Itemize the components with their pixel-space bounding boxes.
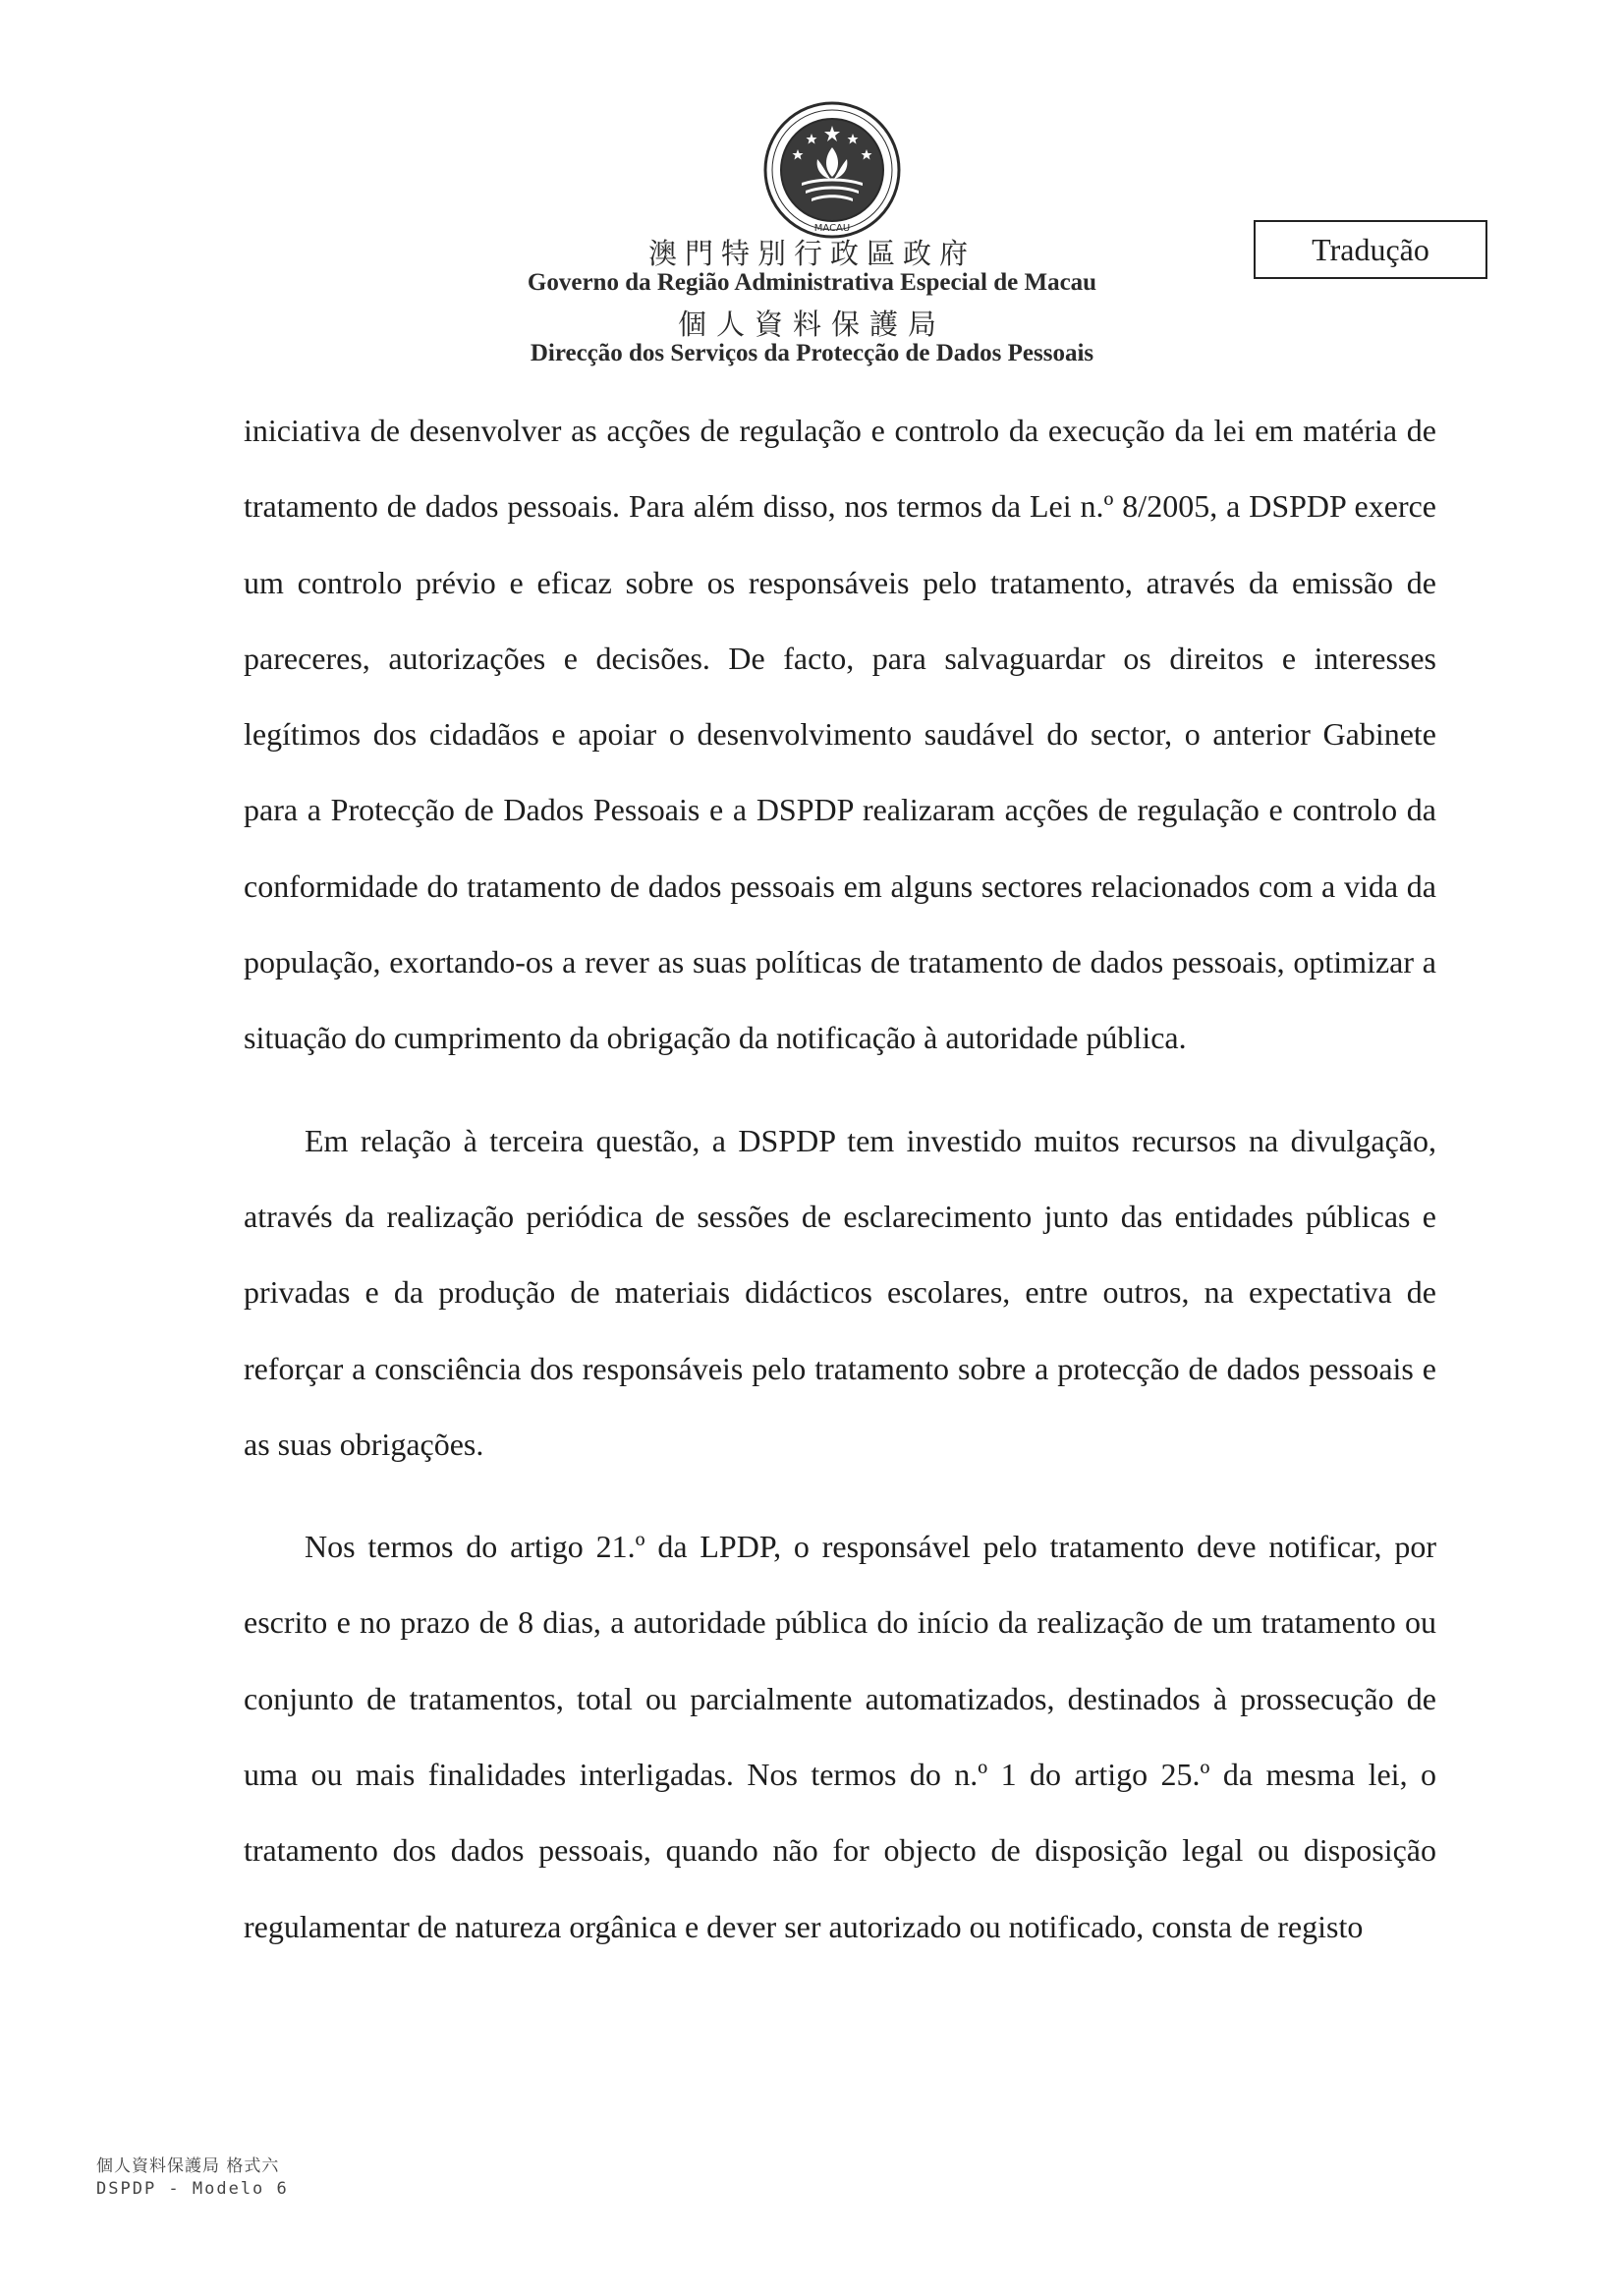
emblem-text: MACAU bbox=[813, 223, 851, 234]
paragraph-1: iniciativa de desenvolver as acções de regulação e controlo da execução da lei em matéria de tratamento de dados pessoais. Para além disso, nos termos da Lei n.º 8/2005, a DSPDP exerce um controlo prévio e eficaz sobre os responsáveis pelo tratamento, através da emissão de pareceres, autorizações e decisões. De facto, para salvaguardar os direitos e interesses legítimos dos cidadãos e apoiar o desenvolvimento saudável do sector, o anterior Gabinete para a Protecção de Dados Pessoais e a DSPDP realizaram acções de regulação e controlo da conformidade do tratamento de dados pessoais em alguns sectores relacionados com a vida da população, exortando-os a rever as suas políticas de tratamento de dados pessoais, optimizar a situação do cumprimento da obrigação da notificação à autoridade pública. bbox=[244, 413, 1436, 1056]
department-name-chinese: 個人資料保護局 bbox=[677, 308, 946, 341]
paragraph-2: Em relação à terceira questão, a DSPDP tem investido muitos recursos na divulgação, através da realização periódica de sessões de esclarecimento junto das entidades públicas e privadas e da produção de materiais didácticos escolares, entre outros, na expectativa de reforçar a consciência dos responsáveis pelo tratamento sobre a protecção de dados pessoais e as suas obrigações. bbox=[244, 1122, 1436, 1462]
government-name-chinese: 澳門特別行政區政府 bbox=[647, 237, 976, 270]
footer-form-chinese: 個人資料保護局 格式六 bbox=[96, 2156, 280, 2176]
government-name-portuguese: Governo da Região Administrativa Especial de Macau bbox=[527, 269, 1097, 296]
macau-emblem-icon bbox=[762, 100, 902, 240]
form-footer bbox=[96, 2155, 289, 2201]
document-body bbox=[244, 393, 1436, 1965]
translation-badge: Tradução bbox=[1254, 220, 1487, 279]
paragraph-3: Nos termos do artigo 21.º da LPDP, o responsável pelo tratamento deve notificar, por escrito e no prazo de 8 dias, a autoridade pública do início da realização de um tratamento ou conjunto de tratamentos, total ou parcialmente automatizados, destinados à prossecução de uma ou mais finalidades interligadas. Nos termos do n.º 1 do artigo 25.º da mesma lei, o tratamento dos dados pessoais, quando não for objecto de disposição legal ou disposição regulamentar de natureza orgânica e dever ser autorizado ou notificado, consta de registo bbox=[244, 1529, 1436, 1944]
footer-form-code: DSPDP - Modelo 6 bbox=[96, 2179, 289, 2199]
department-name-portuguese: Direcção dos Serviços da Protecção de Dados Pessoais bbox=[530, 340, 1094, 366]
